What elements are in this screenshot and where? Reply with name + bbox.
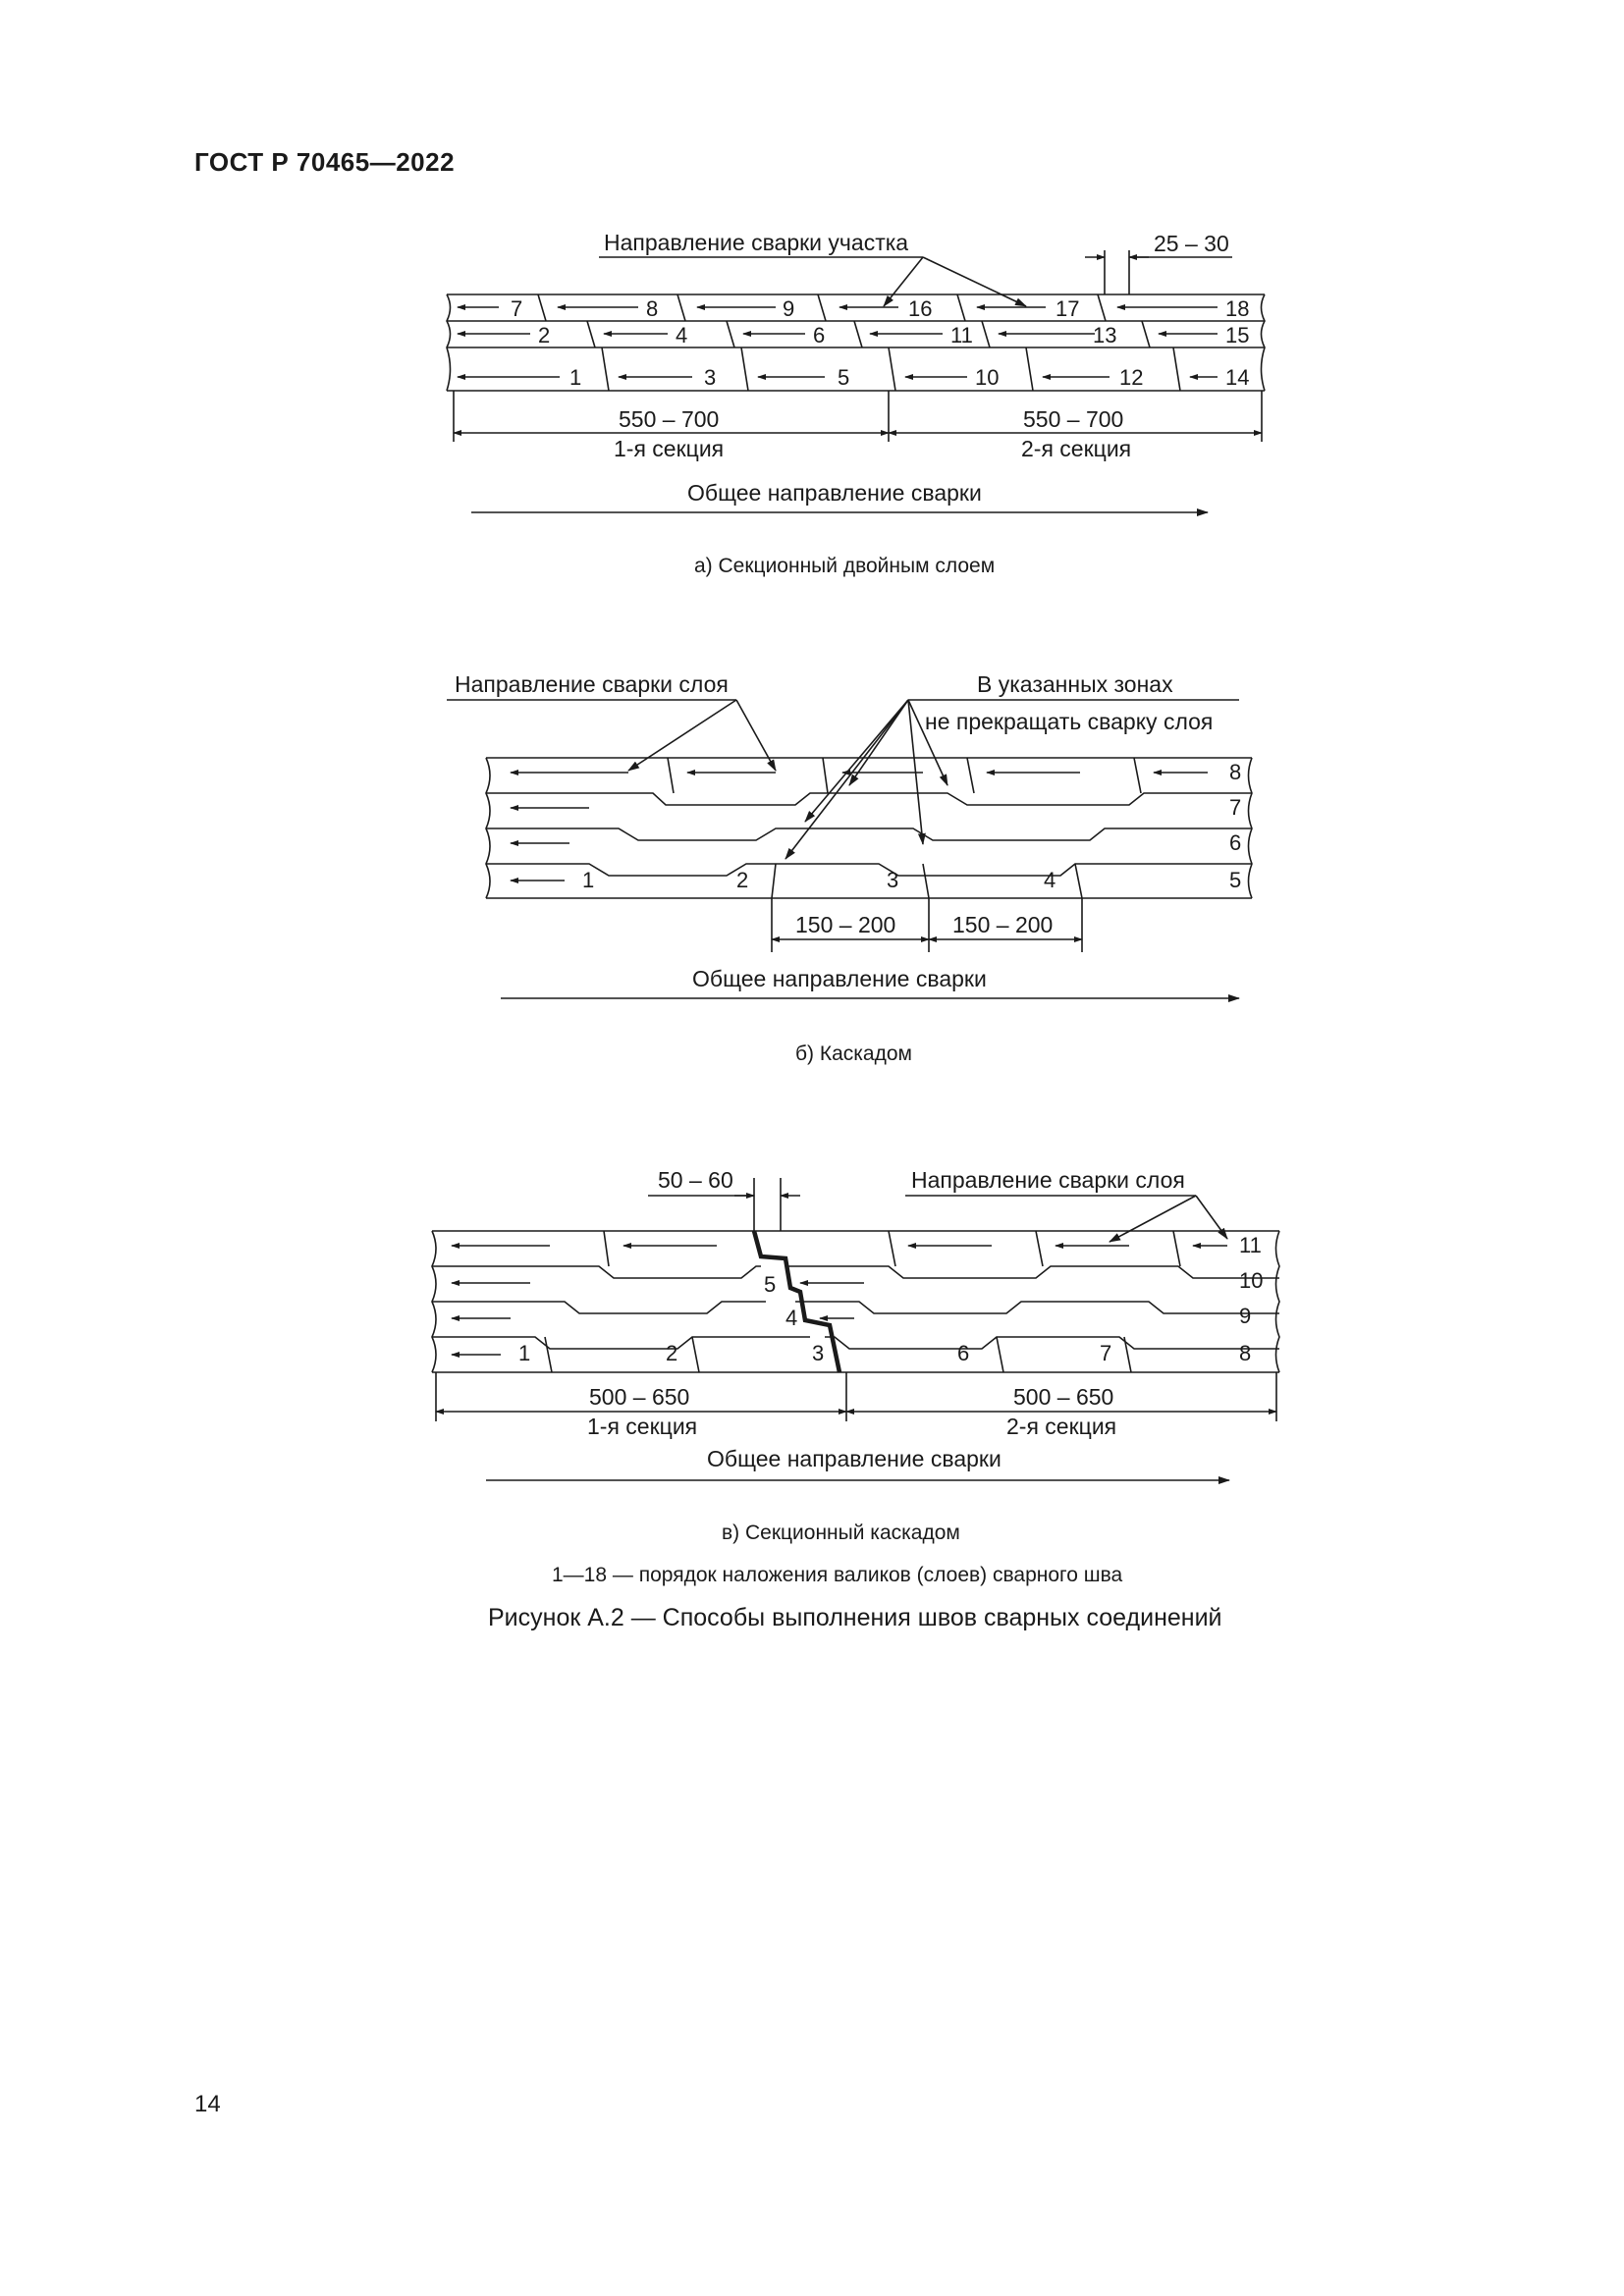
b-direction-label: Общее направление сварки — [692, 966, 987, 991]
c-layer-3: 3 — [812, 1341, 825, 1365]
a-bead-4: 4 — [676, 323, 688, 347]
c-layer-6: 6 — [957, 1341, 970, 1365]
b-layer-3: 3 — [887, 868, 899, 892]
c-gap-label: 50 – 60 — [658, 1167, 733, 1193]
c-section-1: 1-я секция — [587, 1414, 698, 1439]
b-callout-left: Направление сварки слоя — [455, 671, 729, 697]
c-layer-4: 4 — [785, 1306, 798, 1330]
b-layer-7: 7 — [1229, 795, 1242, 820]
a-bead-12: 12 — [1119, 365, 1144, 390]
c-layer-8: 8 — [1239, 1341, 1252, 1365]
diagram-b — [447, 671, 1252, 1065]
c-layer-9: 9 — [1239, 1304, 1252, 1328]
a-bead-6: 6 — [813, 323, 826, 347]
a-bead-3: 3 — [704, 365, 717, 390]
diagram-c — [432, 1167, 1279, 1544]
c-section-2: 2-я секция — [1006, 1414, 1117, 1439]
c-layer-5: 5 — [764, 1272, 777, 1297]
b-layer-6: 6 — [1229, 830, 1242, 855]
a-bead-9: 9 — [783, 296, 795, 321]
a-callout-label: Направление сварки участка — [604, 230, 909, 255]
a-bead-8: 8 — [646, 296, 659, 321]
a-section-2: 2-я секция — [1021, 436, 1132, 461]
a-direction-label: Общее направление сварки — [687, 480, 982, 506]
b-layer-5: 5 — [1229, 868, 1242, 892]
a-caption: а) Секционный двойным слоем — [694, 555, 996, 577]
b-layer-2: 2 — [736, 868, 749, 892]
b-layer-8: 8 — [1229, 760, 1242, 784]
c-layer-10: 10 — [1239, 1268, 1264, 1293]
a-bead-7: 7 — [511, 296, 523, 321]
a-bead-13: 13 — [1093, 323, 1117, 347]
a-dim-1: 550 – 700 — [619, 406, 720, 432]
b-callout-right-2: не прекращать сварку слоя — [925, 709, 1214, 734]
a-bead-1: 1 — [569, 365, 582, 390]
b-layer-1: 1 — [582, 868, 595, 892]
c-dim-1: 500 – 650 — [589, 1384, 690, 1410]
c-layer-2: 2 — [666, 1341, 678, 1365]
a-bead-17: 17 — [1056, 296, 1080, 321]
a-dim-2: 550 – 700 — [1023, 406, 1124, 432]
diagram-a — [447, 230, 1265, 577]
a-bead-11: 11 — [950, 323, 973, 347]
c-caption: в) Секционный каскадом — [722, 1522, 960, 1544]
document-header: ГОСТ Р 70465—2022 — [194, 147, 456, 177]
b-layer-4: 4 — [1044, 868, 1056, 892]
a-bead-10: 10 — [975, 365, 1000, 390]
figure-title: Рисунок А.2 — Способы выполнения швов сварных соединений — [488, 1604, 1222, 1631]
b-dim-1: 150 – 200 — [795, 912, 896, 937]
c-layer-11: 11 — [1239, 1233, 1262, 1257]
a-section-1: 1-я секция — [614, 436, 725, 461]
a-bead-5: 5 — [838, 365, 850, 390]
c-layer-7: 7 — [1100, 1341, 1112, 1365]
a-bead-2: 2 — [538, 323, 551, 347]
b-caption: б) Каскадом — [795, 1042, 912, 1065]
a-bead-15: 15 — [1225, 323, 1250, 347]
c-direction-label: Общее направление сварки — [707, 1446, 1001, 1471]
a-gap-label: 25 – 30 — [1154, 231, 1229, 256]
c-layer-1: 1 — [518, 1341, 531, 1365]
c-dim-2: 500 – 650 — [1013, 1384, 1114, 1410]
b-dim-2: 150 – 200 — [952, 912, 1054, 937]
figure-legend: 1—18 — порядок наложения валиков (слоев) сварного шва — [552, 1564, 1123, 1586]
a-bead-14: 14 — [1225, 365, 1250, 390]
a-bead-18: 18 — [1225, 296, 1250, 321]
c-callout-label: Направление сварки слоя — [911, 1167, 1185, 1193]
page-number: 14 — [194, 2091, 221, 2117]
b-callout-right-1: В указанных зонах — [977, 671, 1173, 697]
a-bead-16: 16 — [908, 296, 933, 321]
